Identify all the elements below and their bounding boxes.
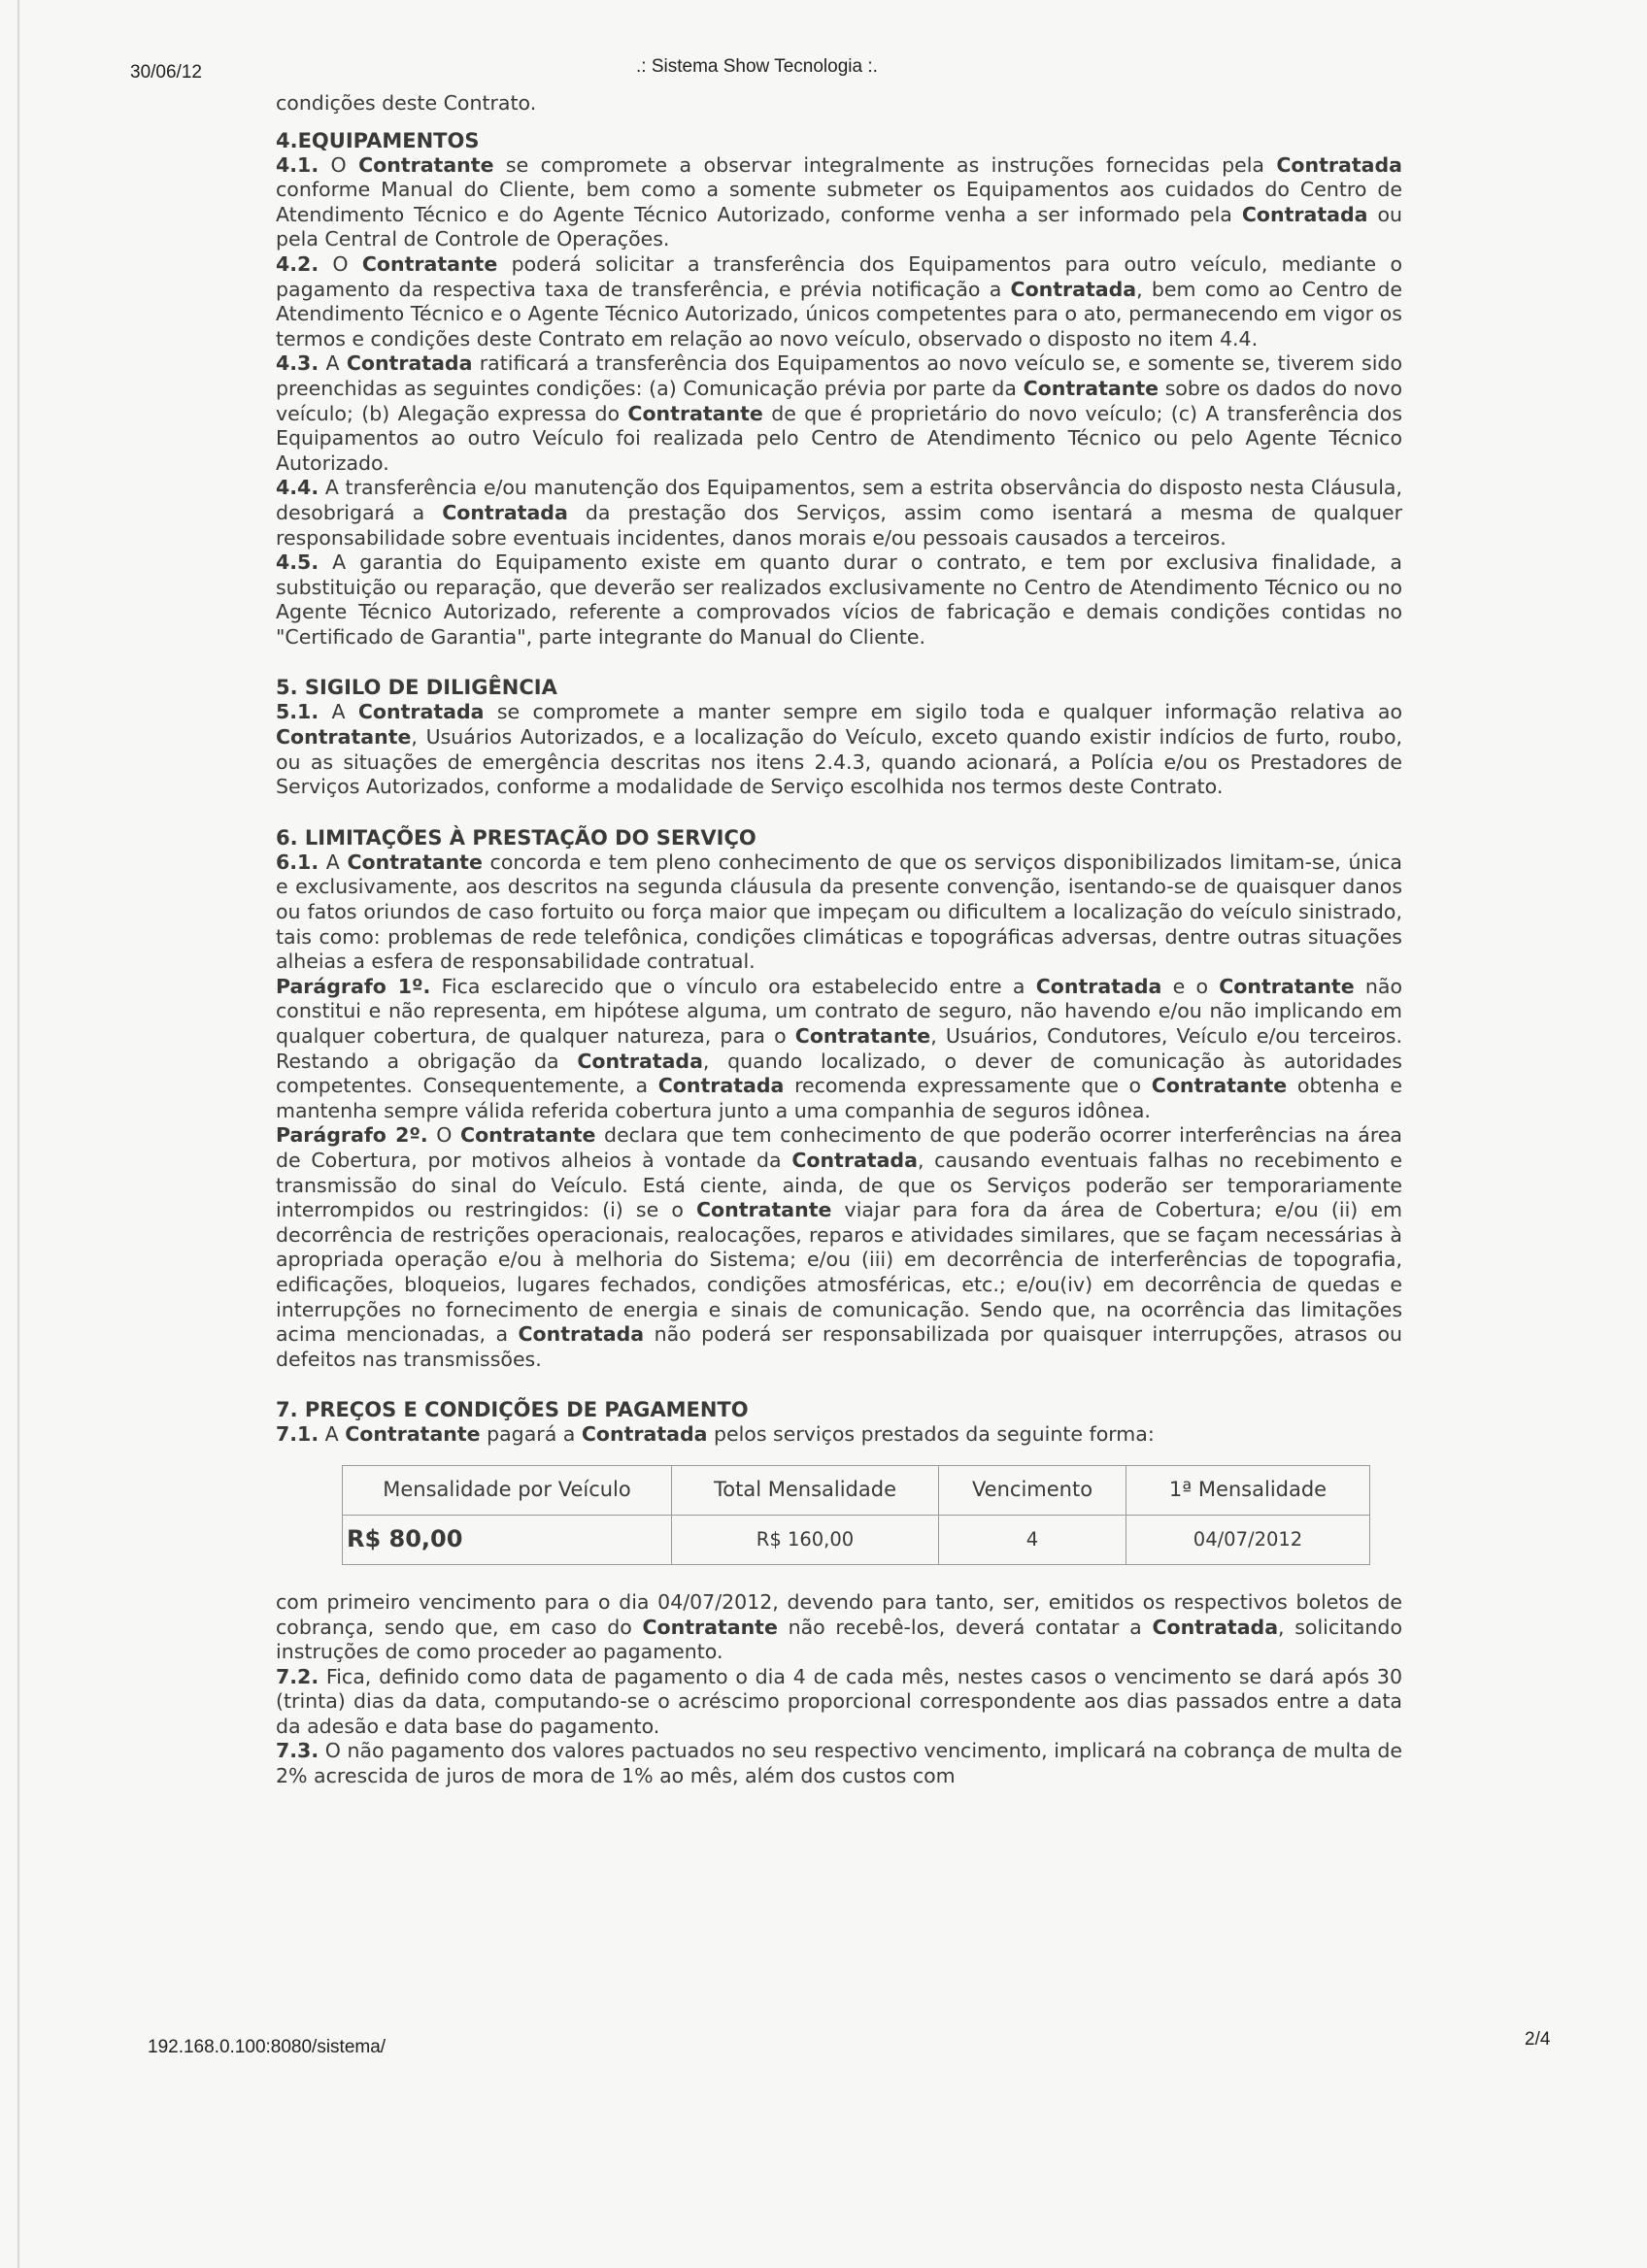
footer-url: 192.168.0.100:8080/sistema/ — [148, 2037, 387, 2057]
header-date: 30/06/12 — [130, 62, 202, 83]
payment-table-header-row — [343, 1465, 1370, 1515]
clause-6-1: 6.1. A Contratante concorda e tem pleno conhecimento de que os serviços disponibilizados limitam-se, única e exclusivamente, aos descritos na segunda cláusula da presente convenção, isentando-se de quaisquer danos ou fatos oriundos de caso fortuito ou força maior que impeçam ou dificultem a localização do veículo sinistrado, tais como: problemas de rede telefônica, condições climáticas e topográficas adversas, dentre outras situações alheias a esfera de responsabilidade contratual. — [276, 850, 1402, 974]
header-cell: Total Mensalidade — [672, 1465, 939, 1515]
intro-text: condições deste Contrato. — [276, 91, 537, 115]
clause-7-1: 7.1. A Contratante pagará a Contratada pelos serviços prestados da seguinte forma: — [276, 1422, 1155, 1447]
clause-number: 7.3. — [276, 1739, 319, 1763]
header-cell: 1ª Mensalidade — [1126, 1465, 1370, 1515]
paragraph-label: Parágrafo 2º. — [276, 1123, 428, 1148]
header-cell: Vencimento — [939, 1465, 1126, 1515]
clause-7-3: 7.3. O não pagamento dos valores pactuados no seu respectivo vencimento, implicará na cobrança de multa de 2% acrescida de juros de mora de 1% ao mês, além dos custos com — [276, 1739, 1402, 1788]
clause-4-1: 4.1. O Contratante se compromete a observar integralmente as instruções fornecidas pela Contratada conforme Manual do Cliente, bem como a somente submeter os Equipamentos aos cuidados do Centro de Atendimento Técnico e do Agente Técnico Autorizado, conforme venha a ser informado pela Contratada ou pela Central de Controle de Operações. — [276, 152, 1403, 251]
clause-number: 4.4. — [276, 476, 319, 500]
clause-number: 6.1. — [276, 850, 319, 874]
contract-body — [276, 91, 1402, 1789]
section-4-title: 4.EQUIPAMENTOS — [276, 128, 480, 152]
paragraph-label: Parágrafo 1º. — [276, 974, 431, 998]
clause-number: 5.1. — [276, 700, 319, 724]
scan-edge — [17, 0, 19, 2268]
paragraph-2: Parágrafo 2º. O Contratante declara que tem conhecimento de que poderão ocorrer interferências na área de Cobertura, por motivos alheios à vontade da Contratada, causando eventuais falhas no recebimento e transmissão do sinal do Veículo. Está ciente, ainda, de que os Serviços poderão ser temporariamente interrompidos ou restringidos: (i) se o Contratante viajar para fora da área de Cobertura; e/ou (ii) em decorrência de restrições operacionais, realocações, reparos e atividades similares, que se façam necessárias à apropriada operação e/ou à melhoria do Sistema; e/ou (iii) em decorrência de interferências de topografia, edificações, bloqueios, lugares fechados, condições atmosféricas, etc.; e/ou(iv) em decorrência de quedas e interrupções no fornecimento de energia e sinais de comunicação. Sendo que, na ocorrência das limitações acima mencionadas, a Contratada não poderá ser responsabilizada por quaisquer interrupções, atrasos ou defeitos nas transmissões. — [276, 1123, 1402, 1371]
clause-number: 7.1. — [276, 1422, 319, 1447]
payment-instructions: com primeiro vencimento para o dia 04/07/2012, devendo para tanto, ser, emitidos os respectivos boletos de cobrança, sendo que, em caso do Contratante não recebê-los, deverá contatar a Contratada, solicitando instruções de como proceder ao pagamento. — [276, 1589, 1402, 1664]
value-cell: 04/07/2012 — [1126, 1515, 1370, 1564]
paragraph-1: Parágrafo 1º. Fica esclarecido que o vínculo ora estabelecido entre a Contratada e o Contratante não constitui e não representa, em hipótese alguma, um contrato de seguro, não havendo e/ou não implicando em qualquer cobertura, de qualquer natureza, para o Contratante, Usuários, Condutores, Veículo e/ou terceiros. Restando a obrigação da Contratada, quando localizado, o dever de comunicação às autoridades competentes. Consequentemente, a Contratada recomenda expressamente que o Contratante obtenha e mantenha sempre válida referida cobertura junto a uma companhia de seguros idônea. — [276, 974, 1402, 1122]
payment-table — [342, 1465, 1370, 1565]
clause-4-4: 4.4. A transferência e/ou manutenção dos Equipamentos, sem a estrita observância do disposto nesta Cláusula, desobrigará a Contratada da prestação dos Serviços, assim como isentará a mesma de qualquer responsabilidade sobre eventuais incidentes, danos morais e/ou pessoais causados a terceiros. — [276, 476, 1402, 550]
clause-7-2: 7.2. Fica, definido como data de pagamento o dia 4 de cada mês, nestes casos o vencimento se dará após 30 (trinta) dias da data, computando-se o acréscimo proporcional correspondente aos dias passados entre a data da adesão e data base do pagamento. — [276, 1664, 1402, 1738]
clause-number: 4.5. — [276, 550, 319, 575]
value-cell: R$ 160,00 — [672, 1515, 939, 1564]
value-cell: 4 — [939, 1515, 1126, 1564]
clause-4-3: 4.3. A Contratada ratificará a transferência dos Equipamentos ao novo veículo se, e somente se, tiverem sido preenchidas as seguintes condições: (a) Comunicação prévia por parte da Contratante sobre os dados do novo veículo; (b) Alegação expressa do Contratante de que é proprietário do novo veículo; (c) A transferência dos Equipamentos ao outro Veículo foi realizada pelo Centro de Atendimento Técnico ou pelo Agente Técnico Autorizado. — [276, 351, 1402, 475]
footer-page-number: 2/4 — [1525, 2029, 1551, 2050]
clause-number: 4.3. — [276, 351, 319, 376]
header-title: .: Sistema Show Tecnologia :. — [636, 56, 878, 77]
payment-table-row — [343, 1515, 1370, 1564]
section-6-title: 6. LIMITAÇÕES À PRESTAÇÃO DO SERVIÇO — [276, 825, 756, 850]
clause-4-5: 4.5. A garantia do Equipamento existe em quanto durar o contrato, e tem por exclusiva finalidade, a substituição ou reparação, que deverão ser realizados exclusivamente no Centro de Atendimento Técnico ou no Agente Técnico Autorizado, referente a comprovados vícios de fabricação e demais condições contidas no "Certificado de Garantia", parte integrante do Manual do Cliente. — [276, 550, 1402, 649]
section-7-title: 7. PREÇOS E CONDIÇÕES DE PAGAMENTO — [276, 1398, 749, 1422]
value-cell: R$ 80,00 — [343, 1515, 672, 1564]
section-5-title: 5. SIGILO DE DILIGÊNCIA — [276, 676, 557, 700]
header-cell: Mensalidade por Veículo — [343, 1465, 672, 1515]
clause-4-2: 4.2. O Contratante poderá solicitar a transferência dos Equipamentos para outro veículo, mediante o pagamento da respectiva taxa de transferência, e prévia notificação a Contratada, bem como ao Centro de Atendimento Técnico e o Agente Técnico Autorizado, únicos competentes para o ato, permanecendo em vigor os termos e condições deste Contrato em relação ao novo veículo, observado o disposto no item 4.4. — [276, 251, 1402, 350]
clause-number: 7.2. — [276, 1664, 319, 1688]
clause-number: 4.1. — [276, 152, 319, 177]
clause-number: 4.2. — [276, 251, 319, 276]
clause-5-1: 5.1. A Contratada se compromete a manter sempre em sigilo toda e qualquer informação relativa ao Contratante, Usuários Autorizados, e a localização do Veículo, exceto quando existir indícios de furto, roubo, ou as situações de emergência descritas nos itens 2.4.3, quando acionará, a Polícia e/ou os Prestadores de Serviços Autorizados, conforme a modalidade de Serviço escolhida nos termos deste Contrato. — [276, 700, 1402, 799]
